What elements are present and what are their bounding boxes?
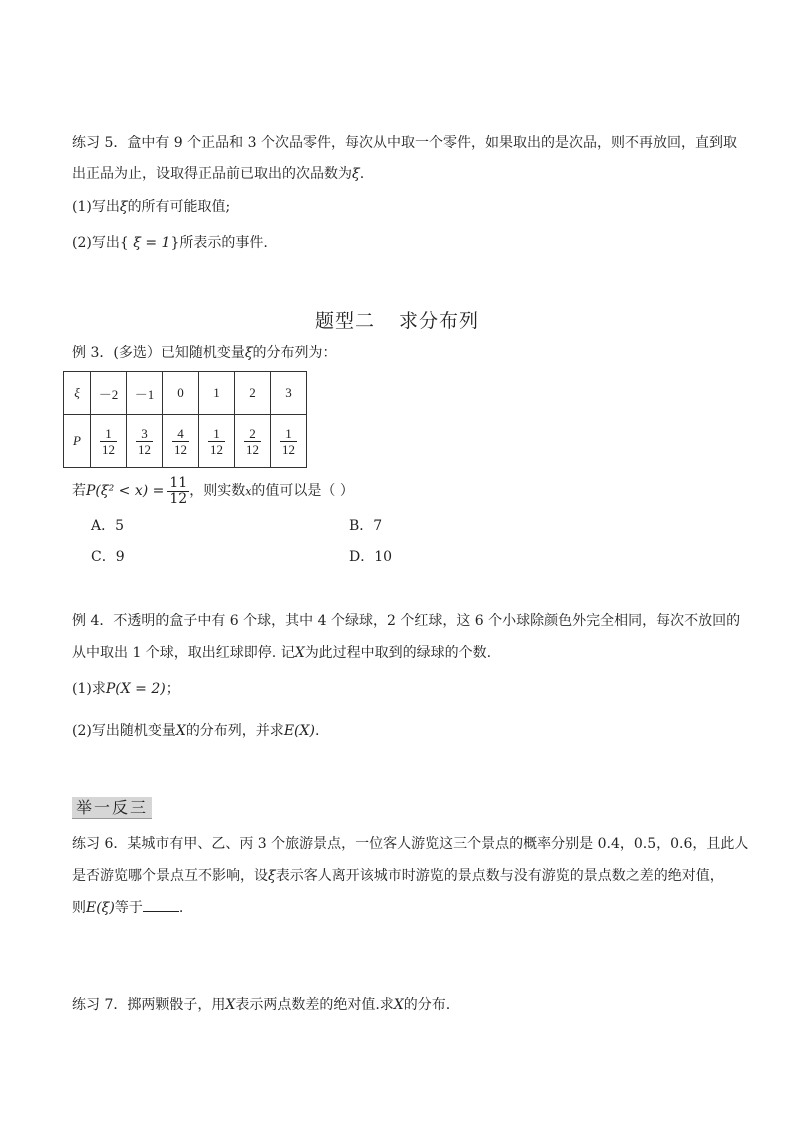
exercise-6-line-1: 练习 6．某城市有甲、乙、丙 3 个旅游景点，一位客人游览这三个景点的概率分别是 0.4，0.5，0.6，且此人 — [72, 836, 749, 852]
exercise-6-line-2 — [72, 866, 724, 886]
event-expression: ξ = 1 — [128, 235, 171, 251]
q1-end: ； — [165, 681, 180, 697]
example-4-line-2 — [72, 643, 491, 663]
q1-text: 的所有可能取值; — [127, 199, 231, 215]
numerator: 1 — [100, 426, 117, 442]
numerator: 4 — [172, 426, 189, 442]
numerator: 2 — [244, 426, 261, 442]
q1-prefix: (1)写出 — [72, 199, 120, 215]
denominator: 12 — [169, 490, 188, 507]
table-header-xi: ξ — [64, 372, 91, 415]
practice-badge: 举一反三 — [72, 797, 152, 819]
xi-symbol: ξ — [119, 199, 128, 215]
condition-text: ，则实数 — [189, 483, 246, 499]
answer-blank[interactable] — [143, 899, 179, 912]
x-variable: X — [225, 997, 236, 1013]
fraction — [244, 426, 261, 457]
condition-prefix: 若 — [72, 483, 86, 499]
exercise-5-question-1 — [72, 197, 230, 217]
exercise-5-line-1: 练习 5．盒中有 9 个正品和 3 个次品零件，每次从中取一个零件，如果取出的是次品，则不再放回，直到取 — [72, 135, 737, 151]
condition-question: 的值可以是（ ） — [251, 483, 354, 499]
example-3-intro — [72, 343, 337, 363]
exercise-5-text: 出正品为止，设取得正品前已取出的次品数为 — [72, 166, 352, 182]
example-4-line-1: 例 4．不透明的盒子中有 6 个球，其中 4 个绿球，2 个红球，这 6 个小球除颜色外完全相同，每次不放回的 — [72, 613, 741, 629]
x-symbol: x — [245, 485, 252, 498]
xi-symbol: ξ — [244, 345, 253, 361]
table-cell-value: －2 — [91, 372, 127, 415]
option-c[interactable]: C．9 — [91, 549, 125, 565]
example-4-text: 从中取出 1 个球，取出红球即停. 记 — [72, 645, 295, 661]
expectation-expression: E(ξ) — [86, 900, 115, 916]
section-heading-type: 题型二 — [314, 310, 375, 332]
table-cell-value: 0 — [163, 372, 199, 415]
expectation-expression: E(X) — [283, 723, 315, 739]
fraction — [136, 426, 153, 457]
numerator: 1 — [208, 426, 225, 442]
option-b[interactable]: B．7 — [349, 518, 383, 534]
xi-symbol: ξ — [268, 868, 276, 884]
condition-fraction — [167, 476, 189, 507]
numerator: 11 — [169, 474, 188, 491]
period: . — [359, 166, 365, 182]
table-cell-probability — [199, 415, 235, 468]
fraction — [208, 426, 225, 457]
table-cell-value: 1 — [199, 372, 235, 415]
exercise-6-line-3 — [72, 898, 183, 918]
period: . — [178, 900, 184, 916]
denominator: 12 — [174, 441, 187, 457]
numerator: 3 — [136, 426, 153, 442]
table-cell-value: －1 — [127, 372, 163, 415]
denominator: 12 — [138, 441, 151, 457]
denominator: 12 — [210, 441, 223, 457]
table-cell-probability — [91, 415, 127, 468]
exercise-6-mid: 等于 — [114, 900, 143, 916]
exercise-5-line-2 — [72, 164, 364, 184]
example-4-question-2 — [72, 721, 319, 741]
denominator: 12 — [246, 441, 259, 457]
x-variable: X — [175, 723, 186, 739]
table-cell-value: 3 — [271, 372, 307, 415]
xi-symbol: ξ — [352, 166, 360, 182]
fraction — [172, 426, 189, 457]
fraction — [280, 426, 297, 457]
distribution-table — [63, 371, 307, 468]
q2-prefix: (2)写出随机变量 — [72, 723, 176, 739]
probability-expression: P(ξ² < x) = — [86, 483, 165, 499]
fraction — [100, 426, 117, 457]
q2-text: }所表示的事件. — [170, 235, 268, 251]
example-3-text-end: 的分布列为： — [252, 345, 337, 361]
example-4-text-end: 为此过程中取到的绿球的个数. — [304, 645, 492, 661]
table-cell-probability — [271, 415, 307, 468]
option-a[interactable]: A．5 — [91, 518, 125, 534]
exercise-6-prefix: 则 — [72, 900, 86, 916]
exercise-6-text-end: 表示客人离开该城市时游览的景点数与没有游览的景点数之差的绝对值， — [275, 868, 724, 884]
table-cell-probability — [163, 415, 199, 468]
example-3-condition — [72, 474, 354, 509]
q2-prefix: (2)写出{ — [72, 235, 129, 251]
q2-text: 的分布列，并求 — [185, 723, 284, 739]
table-row-probabilities — [64, 415, 307, 468]
exercise-7 — [72, 995, 450, 1015]
section-heading-title: 求分布列 — [399, 310, 480, 332]
exercise-7-end: 的分布. — [403, 997, 451, 1013]
table-cell-probability — [127, 415, 163, 468]
numerator: 1 — [280, 426, 297, 442]
table-row-values — [64, 372, 307, 415]
denominator: 12 — [282, 441, 295, 457]
denominator: 12 — [102, 441, 115, 457]
exercise-5-question-2 — [72, 233, 268, 253]
example-4-question-1 — [72, 679, 180, 699]
exercise-7-text: 练习 7．掷两颗骰子，用 — [72, 997, 226, 1013]
table-cell-value: 2 — [235, 372, 271, 415]
table-header-p: P — [64, 415, 91, 468]
option-d[interactable]: D．10 — [349, 549, 393, 565]
probability-expression: P(X = 2) — [105, 681, 166, 697]
section-heading — [0, 306, 794, 333]
example-3-text: 例 3．(多选）已知随机变量 — [72, 345, 245, 361]
q1-prefix: (1)求 — [72, 681, 106, 697]
table-cell-probability — [235, 415, 271, 468]
q2-end: . — [314, 723, 320, 739]
x-variable: X — [294, 645, 305, 661]
x-variable: X — [393, 997, 404, 1013]
exercise-6-text: 是否游览哪个景点互不影响，设 — [72, 868, 268, 884]
exercise-7-mid: 表示两点数差的绝对值.求 — [235, 997, 394, 1013]
